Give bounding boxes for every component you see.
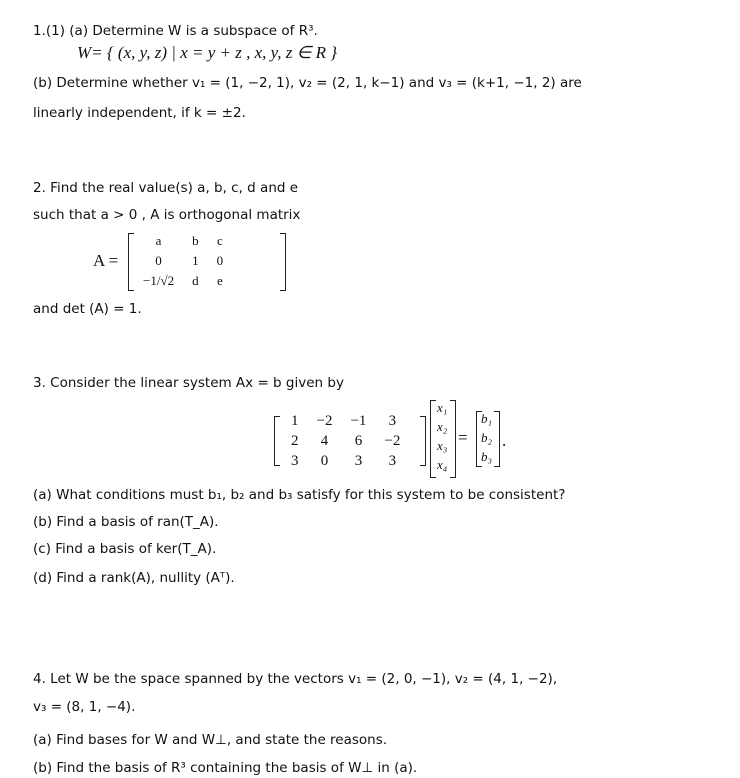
q4-line2: v₃ = (8, 1, −4).	[33, 699, 136, 715]
q1-a: 1.(1) (a) Determine W is a subspace of R³.	[33, 23, 318, 39]
cell: b₂	[481, 430, 493, 445]
right-bracket	[450, 400, 456, 478]
cell: b₃	[481, 449, 493, 464]
q3-c: (c) Find a basis of ker(T_A).	[33, 541, 217, 557]
cell: b	[192, 233, 199, 248]
cell: 3	[388, 453, 397, 469]
q3-coefficient-matrix	[282, 411, 409, 471]
cell: 3	[388, 413, 397, 429]
q2-line2: such that a > 0 , A is orthogonal matrix	[33, 207, 301, 223]
cell: −1	[350, 413, 367, 429]
cell: 0	[155, 253, 162, 268]
cell: b₁	[481, 411, 493, 426]
cell: −2	[316, 413, 333, 429]
q2-matrix-label: A =	[93, 251, 119, 270]
cell: c	[216, 233, 223, 248]
cell: a	[155, 233, 162, 248]
q3-d: (d) Find a rank(A), nullity (Aᵀ).	[33, 570, 235, 586]
cell: 1	[291, 413, 299, 429]
cell: 1	[192, 253, 199, 268]
cell: 3	[354, 453, 363, 469]
cell: −1/√2	[143, 273, 175, 288]
cell: 0	[216, 253, 224, 268]
q2-matrix	[134, 231, 232, 291]
q1-b: (b) Determine whether v₁ = (1, −2, 1), v₂ = (2, 1, k−1) and v₃ = (k+1, −1, 2) are	[33, 75, 582, 91]
q2-line3: and det (A) = 1.	[33, 301, 142, 317]
q2-line1: 2. Find the real value(s) a, b, c, d and e	[33, 180, 299, 196]
cell: 4	[320, 433, 329, 449]
period: .	[502, 431, 507, 450]
q3-a: (a) What conditions must b₁, b₂ and b₃ satisfy for this system to be consistent?	[33, 487, 566, 503]
cell: x₃	[437, 438, 448, 453]
q4-b: (b) Find the basis of R³ containing the basis of W⊥ in (a).	[33, 760, 418, 776]
q4-line1: 4. Let W be the space spanned by the vectors v₁ = (2, 0, −1), v₂ = (4, 1, −2),	[33, 671, 558, 687]
right-bracket	[420, 416, 426, 466]
cell: d	[192, 273, 199, 288]
cell: x₄	[437, 457, 448, 472]
cell: x₂	[437, 419, 448, 434]
q3-b: (b) Find a basis of ran(T_A).	[33, 514, 219, 530]
cell: 6	[354, 433, 363, 449]
cell: −2	[384, 433, 401, 449]
q4-a: (a) Find bases for W and W⊥, and state the reasons.	[33, 732, 388, 748]
cell: 0	[320, 453, 329, 469]
right-bracket	[494, 411, 500, 467]
right-bracket	[280, 233, 286, 291]
q3-line1: 3. Consider the linear system Ax = b given by	[33, 375, 344, 391]
q1-b-cont: linearly independent, if k = ±2.	[33, 105, 246, 121]
cell: 3	[291, 453, 299, 469]
q1-set-definition: W= { (x, y, z) | x = y + z , x, y, z ∈ R }	[77, 43, 338, 62]
equals-sign: =	[458, 428, 468, 447]
cell: x₁	[437, 400, 448, 415]
cell: 2	[291, 433, 299, 449]
left-bracket	[274, 416, 280, 466]
cell: e	[216, 273, 223, 288]
